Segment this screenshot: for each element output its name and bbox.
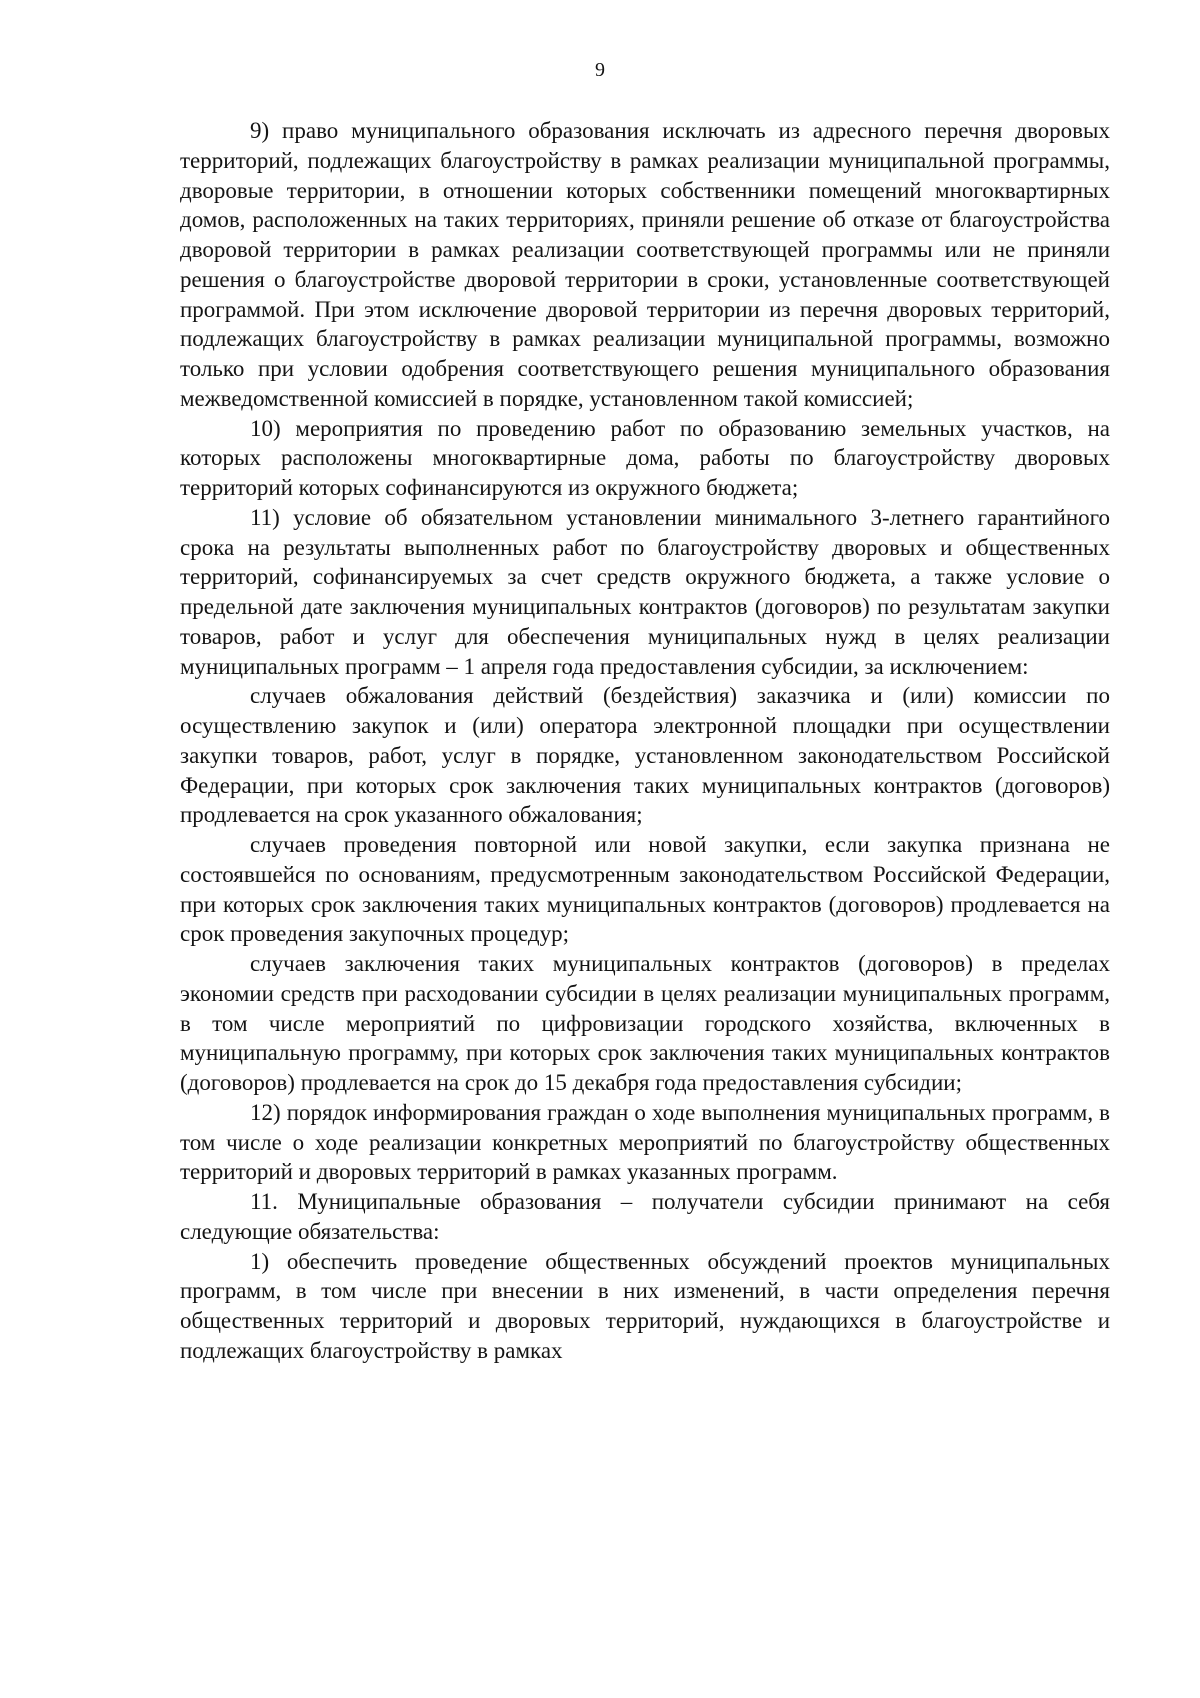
paragraph-item-10: 10) мероприятия по проведению работ по образованию земельных участков, на которых расположены многоквартирные дома, работы по благоустройству дворовых территорий которых софинансируются из окружного бюджета; [180,415,1110,500]
paragraph-exception-savings: случаев заключения таких муниципальных контрактов (договоров) в пределах экономии средств при расходовании субсидии в целях реализации муниципальных программ, в том числе мероприятий по цифровизации городского хозяйства, включенных в муниципальную программу, при которых срок заключения таких муниципальных контрактов (договоров) продлевается на срок до 15 декабря года предоставления субсидии; [180,951,1110,1095]
document-body [180,116,1110,1366]
paragraph-exception-appeal: случаев обжалования действий (бездействия) заказчика и (или) комиссии по осуществлению закупок и (или) оператора электронной площадки при осуществлении закупки товаров, работ, услуг в порядке, установленном законодательством Российской Федерации, при которых срок заключения таких муниципальных контрактов (договоров) продлевается на срок указанного обжалования; [180,683,1110,828]
paragraph-section-11: 11. Муниципальные образования – получатели субсидии принимают на себя следующие обязательства: [180,1189,1110,1244]
page-number: 9 [595,59,605,81]
paragraph-item-9: 9) право муниципального образования исключать из адресного перечня дворовых территорий, подлежащих благоустройству в рамках реализации муниципальной программы, дворовые территории, в отношении которых собственники помещений многоквартирных домов, расположенных на таких территориях, приняли решение об отказе от благоустройства дворовой территории в рамках реализации соответствующей программы или не приняли решения о благоустройстве дворовой территории в сроки, установленные соответствующей программой. При этом исключение дворовой территории из перечня дворовых территорий, подлежащих благоустройству в рамках реализации муниципальной программы, возможно только при условии одобрения соответствующего решения муниципального образования межведомственной комиссией в порядке, установленном такой комиссией; [180,118,1110,411]
paragraph-exception-repeat-procurement: случаев проведения повторной или новой закупки, если закупка признана не состоявшейся по основаниям, предусмотренным законодательством Российской Федерации, при которых срок заключения таких муниципальных контрактов (договоров) продлевается на срок проведения закупочных процедур; [180,832,1110,947]
paragraph-item-11: 11) условие об обязательном установлении минимального 3-летнего гарантийного срока на результаты выполненных работ по благоустройству дворовых и общественных территорий, софинансируемых за счет средств окружного бюджета, а также условие о предельной дате заключения муниципальных контрактов (договоров) по результатам закупки товаров, работ и услуг для обеспечения муниципальных нужд в целях реализации муниципальных программ – 1 апреля года предоставления субсидии, за исключением: [180,504,1110,679]
paragraph-item-12: 12) порядок информирования граждан о ходе выполнения муниципальных программ, в том числе о ходе реализации конкретных мероприятий по благоустройству общественных территорий и дворовых территорий в рамках указанных программ. [180,1099,1110,1185]
paragraph-obligation-1: 1) обеспечить проведение общественных обсуждений проектов муниципальных программ, в том числе при внесении в них изменений, в части определения перечня общественных территорий и дворовых территорий, нуждающихся в благоустройстве и подлежащих благоустройству в рамках [180,1248,1110,1363]
